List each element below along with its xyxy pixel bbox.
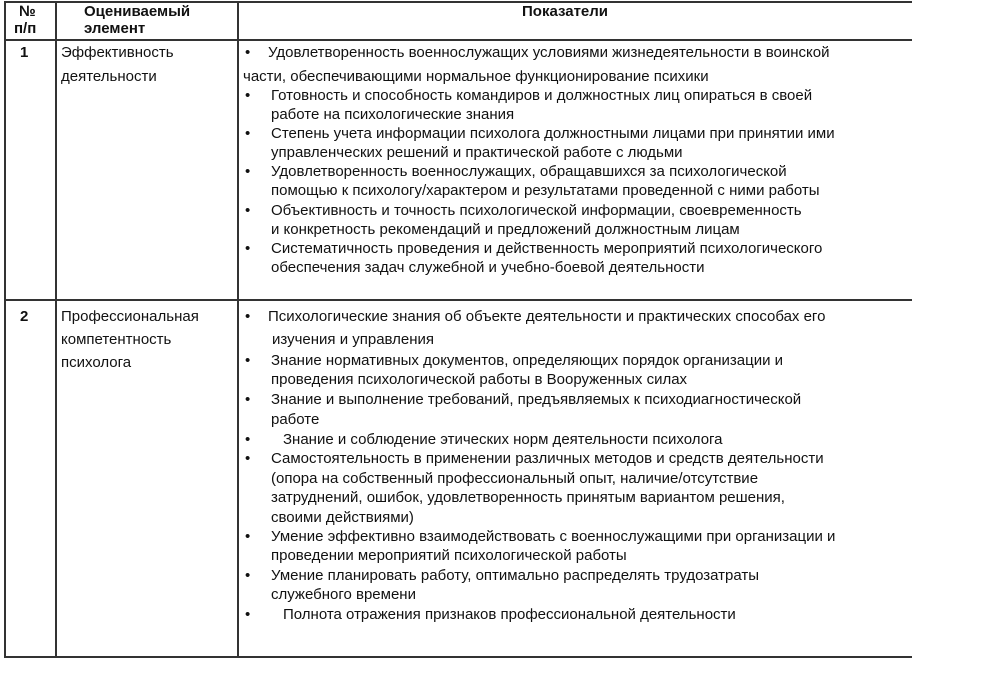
row-number: 1 (20, 44, 29, 61)
indicator-line: Степень учета информации психолога должностными лицами при принятии ими (271, 125, 835, 142)
bullet: • (245, 431, 251, 448)
header-num: № (19, 3, 36, 20)
indicator-line: Объективность и точность психологической информации, своевременность (271, 202, 802, 219)
bullet: • (245, 352, 251, 369)
indicator-line: Удовлетворенность военнослужащих условиями жизнедеятельности в воинской (268, 44, 830, 61)
indicator-line: помощью к психологу/характером и результатами проведенной с ними работы (271, 182, 820, 199)
header-indicators: Показатели (522, 3, 609, 20)
element-name: компетентность (61, 331, 172, 348)
bullet: • (245, 87, 251, 104)
bullet: • (245, 308, 251, 325)
element-name: Профессиональная (61, 308, 199, 325)
indicator-line: своими действиями) (271, 509, 414, 526)
bullet: • (245, 450, 251, 467)
indicator-line: Готовность и способность командиров и должностных лиц опираться в своей (271, 87, 813, 104)
indicator-line: части, обеспечивающими нормальное функционирование психики (243, 68, 709, 85)
indicator-line: обеспечения задач служебной и учебно-боевой деятельности (271, 259, 705, 276)
table-border-bottom (4, 656, 912, 658)
bullet: • (245, 567, 251, 584)
table-border-left (4, 1, 6, 658)
header-element-sub: элемент (84, 20, 146, 37)
indicator-line: Психологические знания об объекте деятельности и практических способах его (268, 308, 826, 325)
element-name: деятельности (61, 68, 157, 85)
indicator-line: затруднений, ошибок, удовлетворенность принятым вариантом решения, (271, 489, 785, 506)
indicator-line: (опора на собственный профессиональный опыт, наличие/отсутствие (271, 470, 759, 487)
row-divider (4, 299, 912, 301)
header-num-sub: п/п (14, 20, 37, 37)
bullet: • (245, 240, 251, 257)
element-name: Эффективность (61, 44, 174, 61)
column-divider-1 (55, 1, 57, 658)
indicator-line: управленческих решений и практической работе с людьми (271, 144, 683, 161)
bullet: • (245, 125, 251, 142)
element-name: психолога (61, 354, 132, 371)
indicator-line: служебного времени (271, 586, 416, 603)
indicator-line: проведении мероприятий психологической работы (271, 547, 627, 564)
indicator-line: Знание нормативных документов, определяющих порядок организации и (271, 352, 784, 369)
indicator-line: Самостоятельность в применении различных методов и средств деятельности (271, 450, 824, 467)
indicator-line: проведения психологической работы в Вооруженных силах (271, 371, 688, 388)
row-number: 2 (20, 308, 29, 325)
indicator-line: Умение планировать работу, оптимально распределять трудозатраты (271, 567, 760, 584)
indicator-line: изучения и управления (272, 331, 435, 348)
indicator-line: работе (271, 411, 320, 428)
indicator-line: Систематичность проведения и действенность мероприятий психологического (271, 240, 823, 257)
column-divider-2 (237, 1, 239, 658)
indicator-line: Умение эффективно взаимодействовать с военнослужащими при организации и (271, 528, 836, 545)
indicator-line: и конкретность рекомендаций и предложений должностным лицам (271, 221, 740, 238)
header-element: Оцениваемый (84, 3, 191, 20)
indicator-line: Полнота отражения признаков профессиональной деятельности (283, 606, 736, 623)
indicator-line: работе на психологические знания (271, 106, 515, 123)
bullet: • (245, 606, 251, 623)
bullet: • (245, 163, 251, 180)
bullet: • (245, 528, 251, 545)
indicator-line: Знание и соблюдение этических норм деятельности психолога (283, 431, 723, 448)
bullet: • (245, 44, 251, 61)
indicator-line: Знание и выполнение требований, предъявляемых к психодиагностической (271, 391, 802, 408)
bullet: • (245, 202, 251, 219)
header-divider (4, 39, 912, 41)
bullet: • (245, 391, 251, 408)
indicator-line: Удовлетворенность военнослужащих, обращавшихся за психологической (271, 163, 787, 180)
